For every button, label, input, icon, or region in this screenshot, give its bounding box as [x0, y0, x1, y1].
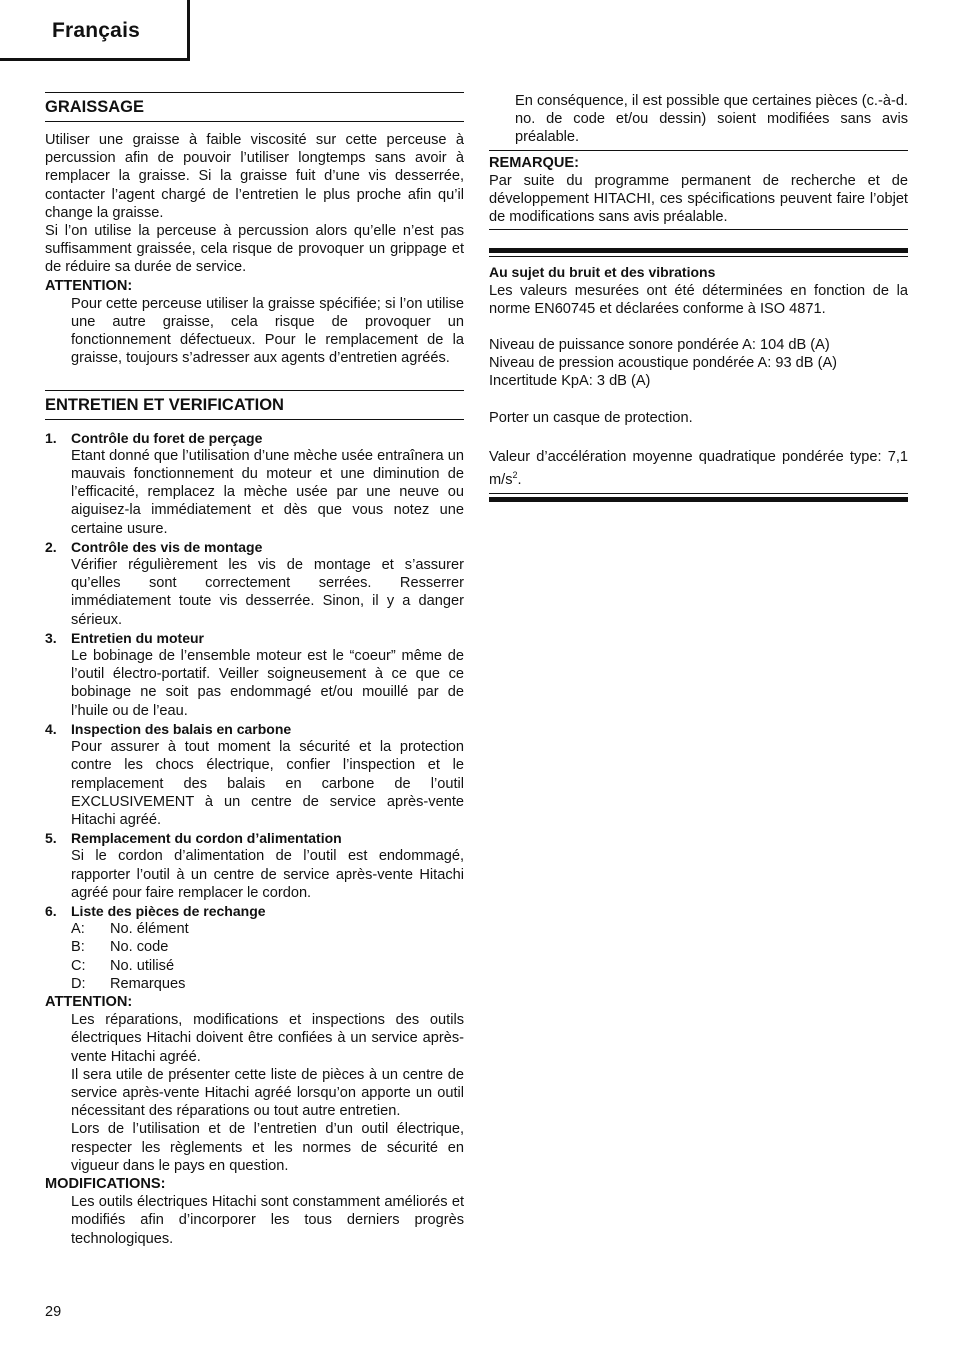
entretien-attention-p3: Lors de l’utilisation et de l’entretien d’un outil électrique, respecter les règlements et les normes de sécurité en vigueur dans le pays en question. — [71, 1121, 464, 1174]
item-number: 5. — [45, 830, 57, 847]
parts-key: A: — [71, 921, 85, 938]
parts-value: No. utilisé — [110, 957, 175, 974]
parts-list-row — [45, 975, 464, 993]
uncertainty: Incertitude KpA: 3 dB (A) — [489, 373, 651, 390]
noise-intro: Les valeurs mesurées ont été déterminées en fonction de la norme EN60745 et déclarées conforme à ISO 4871. — [489, 282, 908, 317]
sound-pressure-level: Niveau de pression acoustique pondérée A: 93 dB (A) — [489, 355, 838, 372]
sound-power-level: Niveau de puissance sonore pondérée A: 104 dB (A) — [489, 337, 830, 354]
graissage-attention-label: ATTENTION: — [45, 277, 133, 294]
maintenance-item-2 — [45, 538, 464, 629]
modifications-label: MODIFICATIONS: — [45, 1175, 166, 1192]
item-title: Inspection des balais en carbone — [71, 720, 292, 737]
modifications-continuation: En conséquence, il est possible que certaines pièces (c.-à-d. no. de code et/ou dessin) soient modifiées sans avis préalable. — [515, 93, 908, 146]
parts-key: B: — [71, 939, 85, 956]
maintenance-item-6 — [45, 902, 464, 993]
vibration-exponent: 2 — [512, 470, 518, 481]
ear-protection-note: Porter un casque de protection. — [489, 409, 693, 426]
divider — [489, 150, 908, 151]
entretien-attention-p2: Il sera utile de présenter cette liste de pièces à un centre de service après-vente Hitachi agréé lorsqu’on apporte un outil nécessitant des réparations ou tout autre entretien. — [71, 1066, 464, 1120]
item-number: 6. — [45, 902, 57, 919]
parts-key: C: — [71, 957, 86, 974]
language-label: Français — [52, 19, 140, 42]
divider — [489, 256, 908, 257]
item-number: 3. — [45, 629, 57, 646]
maintenance-item-3 — [45, 629, 464, 720]
maintenance-item-1 — [45, 429, 464, 538]
divider-thick — [489, 248, 908, 253]
item-number: 4. — [45, 720, 57, 737]
remarque-text: Par suite du programme permanent de recherche et de développement HITACHI, ces spécifications peuvent faire l’objet de modifications sans avis préalable. — [489, 172, 908, 226]
vibration-text: Valeur d’accélération moyenne quadratique pondérée type: 7,1 m/s — [489, 448, 908, 488]
item-title: Contrôle du foret de perçage — [71, 429, 263, 446]
section-title-graissage: GRAISSAGE — [45, 92, 464, 122]
page-number: 29 — [45, 1304, 62, 1320]
parts-list-row — [45, 938, 464, 956]
item-text: Vérifier régulièrement les vis de montage et s’assurer qu’elles sont correctement serrées. Resserrer immédiatement toute vis desserrée. Sinon, il y a danger sérieux. — [71, 557, 464, 628]
item-title: Entretien du moteur — [71, 629, 205, 646]
parts-list-row — [45, 957, 464, 975]
graissage-paragraph-2: Si l’on utilise la perceuse à percussion alors qu’elle n’est pas suffisamment graissée, cela risque de provoquer un grippage et de réduire sa durée de service. — [45, 223, 464, 276]
item-text: Pour assurer à tout moment la sécurité et la protection contre les chocs électrique, confier l’inspection et le remplacement des balais en carbone de l’outil EXCLUSIVEMENT à un centre de service après-vente Hitachi agréé. — [71, 739, 464, 828]
graissage-paragraph-1: Utiliser une graisse à faible viscosité sur cette perceuse à percussion afin de pouvoir l’utiliser longtemps sans avoir à remplacer la graisse. Si la graisse fuit d’une vis desserrée, contacter l’agent chargé de l’entretien le plus proche afin qu’il change la graisse. — [45, 132, 464, 221]
divider-thick — [489, 497, 908, 502]
maintenance-item-5 — [45, 829, 464, 902]
item-number: 2. — [45, 538, 57, 555]
entretien-attention-p1: Les réparations, modifications et inspections des outils électriques Hitachi doivent être confiées à un service après-vente Hitachi agréé. — [71, 1012, 464, 1065]
vibration-period: . — [517, 471, 522, 488]
section-title-entretien: ENTRETIEN ET VERIFICATION — [45, 390, 464, 420]
modifications-text: Les outils électriques Hitachi sont constamment améliorés et modifiés afin d’incorporer les tous derniers progrès technologiques. — [71, 1194, 464, 1247]
parts-list-row — [45, 920, 464, 938]
vibration-value — [489, 448, 908, 489]
graissage-attention-text: Pour cette perceuse utiliser la graisse spécifiée; si l’on utilise une autre graisse, cela risque de provoquer un fonctionnement défectueux. Pour le remplacement de la graisse, toujours s’adresser aux agents d’entretien agréés. — [71, 295, 464, 367]
parts-value: Remarques — [110, 975, 186, 992]
language-tab — [0, 0, 190, 61]
parts-key: D: — [71, 975, 86, 992]
maintenance-item-4 — [45, 720, 464, 829]
remarque-label: REMARQUE: — [489, 154, 579, 171]
parts-value: No. élément — [110, 921, 189, 938]
item-text: Le bobinage de l’ensemble moteur est le “coeur” même de l’outil électro-portatif. Veiller soigneusement à ce que ce bobinage ne soit pas endommagé et/ou mouillé par de l’huile ou de l’eau. — [71, 648, 464, 719]
left-column — [45, 92, 464, 1248]
divider — [489, 493, 908, 494]
entretien-attention-label: ATTENTION: — [45, 993, 133, 1010]
right-column — [489, 92, 908, 502]
noise-section-title: Au sujet du bruit et des vibrations — [489, 264, 716, 281]
item-text: Etant donné que l’utilisation d’une mèche usée entraînera un mauvais fonctionnement du moteur et une diminution de l’efficacité, remplacez la mèche usée par une neuve ou aiguisez-la immédiatement et dès que vous notez une certaine usure. — [71, 447, 464, 537]
parts-value: No. code — [110, 939, 169, 956]
item-title: Contrôle des vis de montage — [71, 538, 263, 555]
item-title: Remplacement du cordon d’alimentation — [71, 830, 342, 847]
item-text: Si le cordon d’alimentation de l’outil est endommagé, rapporter l’outil à un centre de service après-vente Hitachi agréé pour faire remplacer le cordon. — [71, 848, 464, 901]
item-title: Liste des pièces de rechange — [71, 902, 266, 919]
item-number: 1. — [45, 429, 57, 446]
